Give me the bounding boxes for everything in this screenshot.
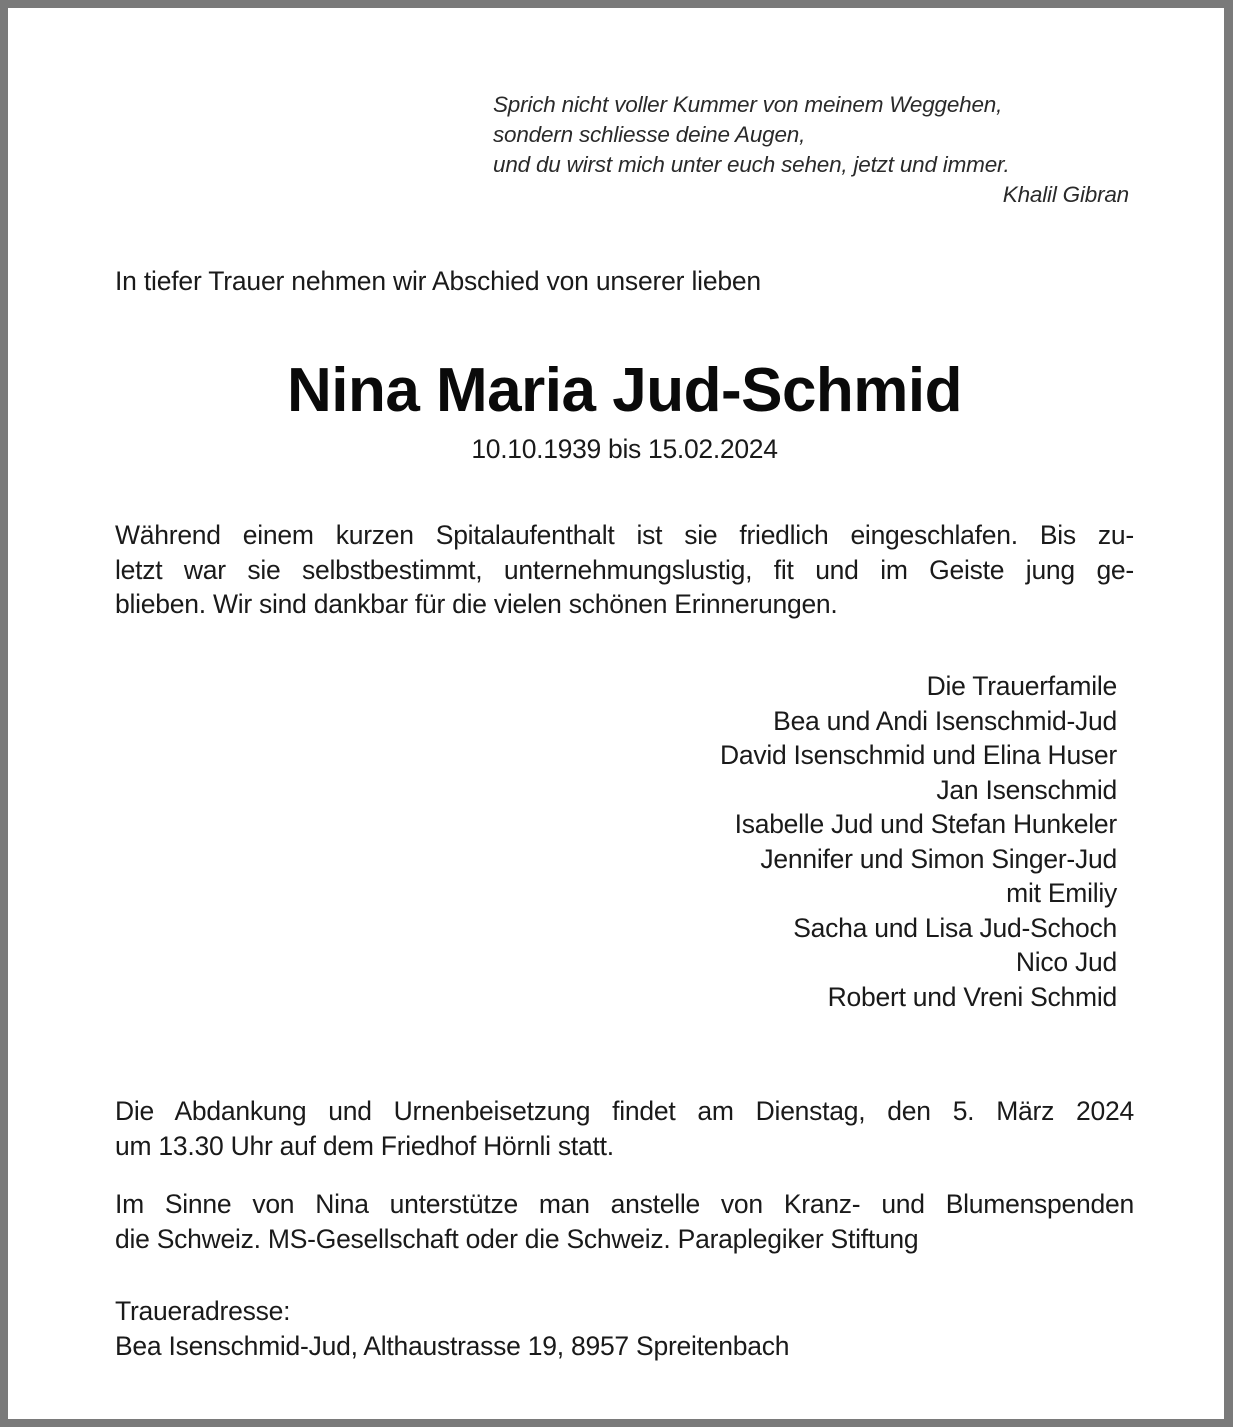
message-line: Während einem kurzen Spitalaufenthalt ist sie friedlich eingeschlafen. Bis zu- — [115, 520, 1134, 550]
family-line: David Isenschmid und Elina Huser — [719, 740, 1117, 770]
quote-line: Sprich nicht voller Kummer von meinem Weggehen, — [493, 92, 1003, 117]
donation-line: Im Sinne von Nina unterstütze man anstelle von Kranz- und Blumenspenden — [115, 1189, 1134, 1219]
ceremony-info — [115, 1094, 1134, 1163]
farewell-message — [115, 518, 1134, 622]
address-label: Traueradresse: — [115, 1296, 291, 1326]
donation-line: die Schweiz. MS-Gesellschaft oder die Schweiz. Paraplegiker Stiftung — [115, 1223, 919, 1254]
message-line: blieben. Wir sind dankbar für die vielen schönen Erinnerungen. — [115, 589, 838, 619]
family-line: Robert und Vreni Schmid — [827, 981, 1117, 1012]
intro-text: In tiefer Trauer nehmen wir Abschied von unserer lieben — [115, 266, 761, 296]
donation-info — [115, 1187, 1134, 1256]
family-line: Isabelle Jud und Stefan Hunkeler — [734, 809, 1117, 839]
ceremony-line: Die Abdankung und Urnenbeisetzung findet am Dienstag, den 5. März 2024 — [115, 1096, 1134, 1126]
quote-author: Khalil Gibran — [1002, 182, 1129, 207]
family-line: Jennifer und Simon Singer-Jud — [760, 843, 1117, 874]
family-line: Nico Jud — [1015, 947, 1117, 977]
quote-line: und du wirst mich unter euch sehen, jetzt und immer. — [493, 152, 1010, 177]
deceased-name: Nina Maria Jud-Schmid — [286, 356, 963, 425]
mourning-address — [115, 1294, 1134, 1363]
address-value: Bea Isenschmid-Jud, Althaustrasse 19, 8957 Spreitenbach — [115, 1330, 790, 1361]
family-line: Jan Isenschmid — [936, 774, 1117, 805]
mourning-family-list — [720, 669, 1117, 1014]
poem-quote — [493, 90, 1133, 210]
message-line: letzt war sie selbstbestimmt, unternehmungslustig, fit und im Geiste jung ge- — [115, 554, 1134, 585]
family-line: mit Emiliy — [1006, 878, 1117, 908]
family-line: Bea und Andi Isenschmid-Jud — [773, 705, 1117, 736]
quote-line: sondern schliesse deine Augen, — [493, 122, 806, 147]
family-line: Sacha und Lisa Jud-Schoch — [793, 912, 1117, 943]
life-dates: 10.10.1939 bis 15.02.2024 — [471, 434, 778, 464]
ceremony-line: um 13.30 Uhr auf dem Friedhof Hörnli statt. — [115, 1130, 614, 1161]
family-line: Die Trauerfamile — [926, 671, 1117, 701]
